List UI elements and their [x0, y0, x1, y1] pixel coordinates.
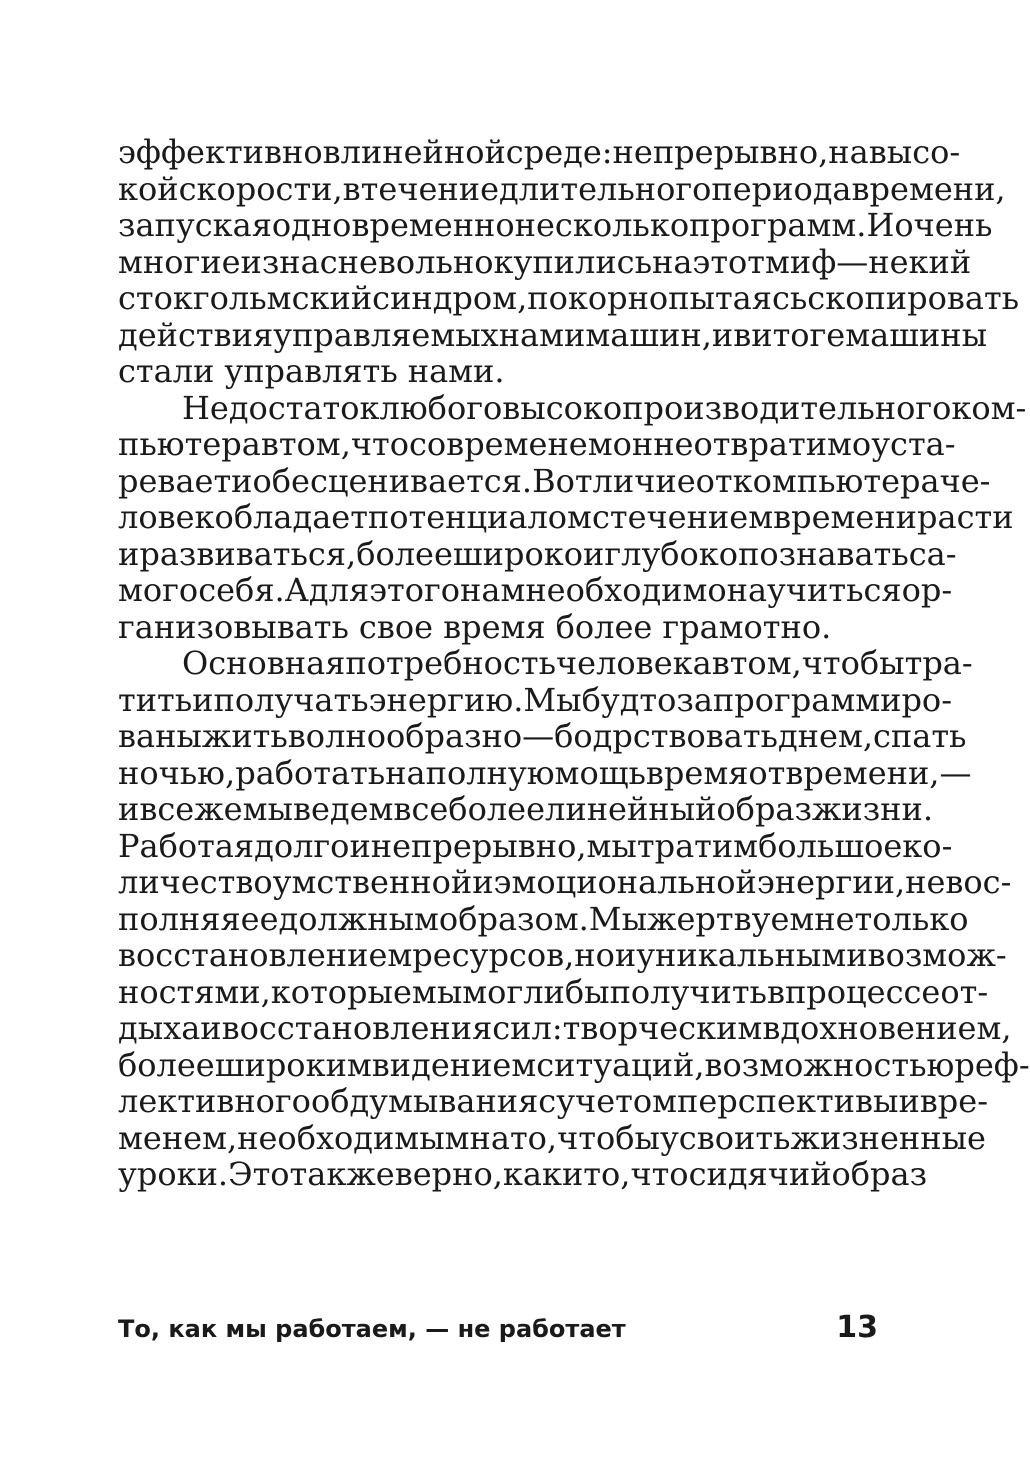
text-line: многие из нас невольно купились на этот миф — некий: [118, 242, 972, 281]
text-line: личество умственной и эмоциональной энергии, не вос-: [118, 863, 1012, 901]
page-footer: [118, 1310, 878, 1345]
text-line: ловек обладает потенциалом с течением времени расти: [118, 498, 1014, 536]
text-line: ганизовывать свое время более грамотно.: [118, 607, 832, 646]
text-line: более широким видением ситуаций, возможностью реф-: [118, 1045, 1030, 1084]
text-line: эффективно в линейной среде: непрерывно, на высо-: [118, 133, 961, 171]
text-line: дыха и восстановления сил: творческим вдохновением,: [118, 1009, 1012, 1047]
text-line: действия управляемых нами машин, и в итоге машины: [118, 315, 988, 354]
running-title: То, как мы работаем, — не работает: [118, 1315, 626, 1343]
text-line: ваны жить волнообразно — бодрствовать днем, спать: [118, 717, 967, 755]
text-line: и все же мы ведем все более линейный образ жизни.: [118, 790, 933, 828]
text-line: и развиваться, более широко и глубоко познавать са-: [118, 534, 957, 573]
text-line: стали управлять нами.: [118, 352, 505, 390]
text-line: ревает и обесценивается. В отличие от компьютера че-: [118, 461, 991, 500]
text-line: лективного обдумывания с учетом перспективы и вре-: [118, 1082, 989, 1120]
text-line: ночью, работать на полную мощь время от времени, —: [118, 753, 972, 792]
text-line: менем, необходимым на то, чтобы усвоить жизненные: [118, 1118, 986, 1157]
text-line: пьютера в том, что со временем он неотвратимо уста-: [118, 425, 956, 463]
text-line: ностями, которые мы могли бы получить в процессе от-: [118, 972, 989, 1011]
text-line: стокгольмский синдром, покорно пытаясь скопировать: [118, 279, 1020, 317]
text-line: кой скорости, в течение длительного периода времени,: [118, 169, 1006, 208]
text-line: запуская одновременно несколько программ. И очень: [118, 206, 993, 244]
body-text: [118, 133, 1030, 1193]
text-line: Работая долго и непрерывно, мы тратим большое ко-: [118, 826, 953, 865]
text-line: уроки. Это так же верно, как и то, что сидячий образ: [118, 1155, 928, 1193]
text-line: тить и получать энергию. Мы будто запрограммиро-: [118, 680, 952, 719]
text-line: полняя ее должным образом. Мы жертвуем не только: [118, 899, 969, 938]
page-number: 13: [836, 1310, 878, 1345]
text-line: Недостаток любого высокопроизводительного ком-: [182, 388, 1027, 427]
text-line: восстановлением ресурсов, но и уникальными возмож-: [118, 936, 1007, 974]
text-line: мого себя. А для этого нам необходимо научиться ор-: [118, 571, 953, 609]
text-line: Основная потребность человека в том, чтобы тра-: [182, 644, 973, 682]
